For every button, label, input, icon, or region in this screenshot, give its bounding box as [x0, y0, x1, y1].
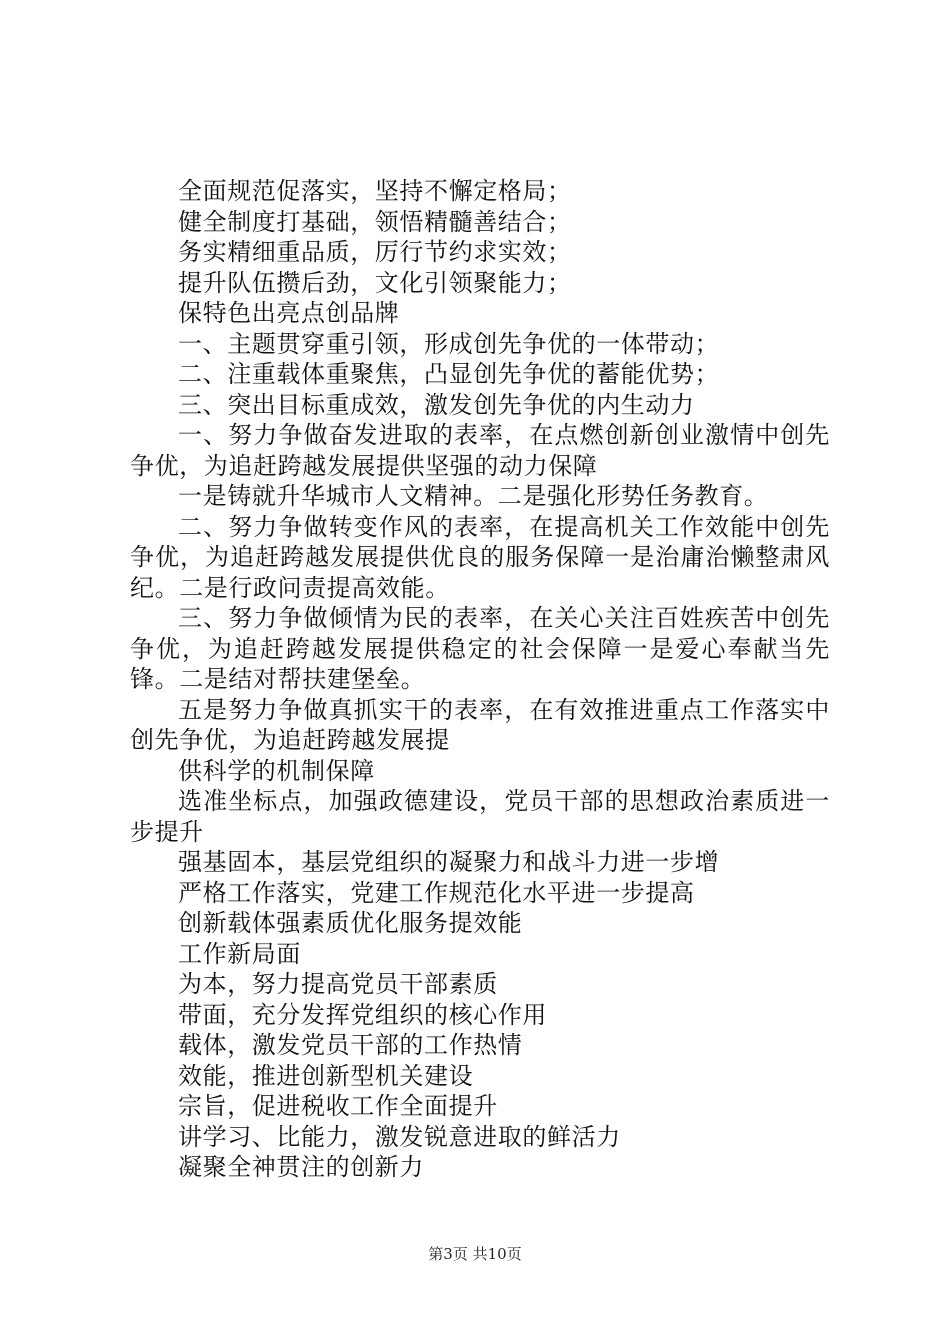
paragraph: 一、努力争做奋发进取的表率，在点燃创新创业激情中创先争优，为追赶跨越发展提供坚强的动力保障: [130, 421, 830, 480]
paragraph: 务实精细重品质，厉行节约求实效；: [178, 238, 572, 266]
paragraph: 全面规范促落实，坚持不懈定格局；: [178, 177, 572, 205]
paragraph: 强基固本，基层党组织的凝聚力和战斗力进一步增: [178, 848, 720, 876]
paragraph: 讲学习、比能力，激发锐意进取的鲜活力: [178, 1122, 621, 1151]
paragraph: 三、努力争做倾情为民的表率，在关心关注百姓疾苦中创先争优，为追赶跨越发展提供稳定的社会保障一是爱心奉献当先锋。二是结对帮扶建堡垒。: [130, 604, 830, 693]
paragraph: 一、主题贯穿重引领，形成创先争优的一体带动；: [178, 329, 720, 358]
paragraph: 严格工作落实，党建工作规范化水平进一步提高: [178, 878, 695, 907]
paragraph: 二、注重载体重聚焦，凸显创先争优的蓄能优势；: [178, 360, 720, 388]
paragraph: 三、突出目标重成效，激发创先争优的内生动力: [178, 390, 695, 419]
paragraph: 五是努力争做真抓实干的表率，在有效推进重点工作落实中创先争优，为追赶跨越发展提: [130, 695, 830, 754]
paragraph: 一是铸就升华城市人文精神。二是强化形势任务教育。: [178, 482, 769, 510]
paragraph: 提升队伍攒后劲，文化引领聚能力；: [178, 268, 572, 297]
paragraph: 创新载体强素质优化服务提效能: [178, 909, 523, 937]
paragraph: 供科学的机制保障: [178, 756, 375, 785]
paragraph: 选准坐标点，加强政德建设，党员干部的思想政治素质进一步提升: [130, 787, 830, 846]
paragraph: 保特色出亮点创品牌: [178, 299, 400, 327]
paragraph: 带面，充分发挥党组织的核心作用: [178, 1000, 547, 1029]
paragraph: 宗旨，促进税收工作全面提升: [178, 1092, 498, 1120]
paragraph: 健全制度打基础，领悟精髓善结合；: [178, 207, 572, 236]
paragraph: 效能，推进创新型机关建设: [178, 1061, 474, 1090]
paragraph: 二、努力争做转变作风的表率，在提高机关工作效能中创先争优，为追赶跨越发展提供优良的服务保障一是治庸治懒整肃风纪。二是行政问责提高效能。: [130, 512, 830, 602]
paragraph: 凝聚全神贯注的创新力: [178, 1153, 424, 1181]
page-number-footer: 第3页 共10页: [428, 1245, 522, 1263]
paragraph: 载体，激发党员干部的工作热情: [178, 1031, 523, 1059]
paragraph: 为本，努力提高党员干部素质: [178, 970, 498, 998]
document-body: [130, 176, 830, 1183]
paragraph: 工作新局面: [178, 939, 301, 968]
